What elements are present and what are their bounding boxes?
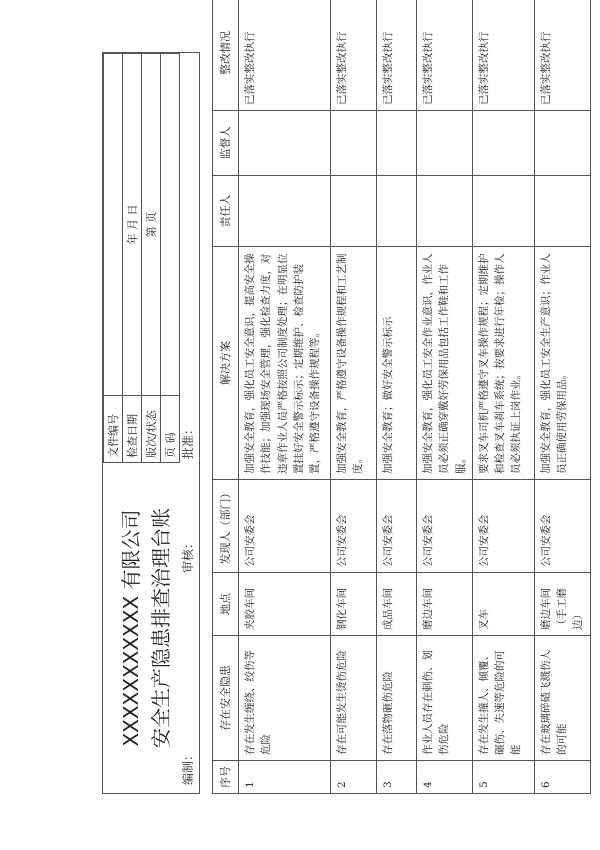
document-title: 安全生产隐患排查治理台账 [149, 508, 173, 748]
supervisor-cell [239, 111, 331, 176]
rotated-ledger-sheet [102, 31, 585, 794]
row-number: 2 [331, 761, 377, 794]
supervisor-cell [472, 111, 534, 176]
finder-cell: 公司安委会 [239, 480, 331, 573]
company-name: XXXXXXXXXXX 有限公司 [119, 509, 143, 747]
col-header-solution: 解决方案 [213, 247, 239, 480]
check-date-label: 检查日期 [123, 396, 142, 463]
title-block [103, 463, 175, 793]
supervisor-cell [417, 111, 473, 176]
status-cell: 已落实整改执行 [534, 0, 590, 111]
finder-cell: 公司安委会 [534, 480, 590, 573]
location-cell: 叉车 [472, 573, 534, 636]
responsible-cell [331, 176, 377, 247]
hazard-cell: 存在落物砸伤危险 [377, 636, 417, 761]
reviewed-by-label: 审核： [181, 536, 195, 573]
solution-cell: 要求叉车司机严格遵守叉车操作规程；定期维护和检查叉车刹车系统；按要求进行年检；操作人员必须执证上岗作业。 [472, 247, 534, 480]
solution-cell: 加强安全教育，强化员工安全意识，提高安全操作技能；加强现场安全管理，强化检查力度，对违章作业人员严格按照公司制度处理；在明显位置挂好安全警示标示；定期维护、检查防护装置，严格遵守设备操作规程等。 [239, 247, 331, 480]
location-cell: 磨边车间（手工磨边） [534, 573, 590, 636]
status-cell: 已落实整改执行 [331, 0, 377, 111]
location-cell: 成品车间 [377, 573, 417, 636]
page-label: 页 码 [161, 396, 180, 463]
solution-cell: 加强安全教育；做好安全警示标示 [377, 247, 417, 480]
version-label: 版次/状态 [142, 396, 161, 463]
responsible-cell [472, 176, 534, 247]
status-cell: 已落实整改执行 [239, 0, 331, 111]
solution-cell: 加强安全教育，强化员工安全生产意识；作业人员正确使用劳保用品。 [534, 247, 590, 480]
col-header-hazard: 存在安全隐患 [213, 636, 239, 761]
col-header-location: 地点 [213, 573, 239, 636]
hazard-cell: 存在可能发生烫伤危险 [331, 636, 377, 761]
document-header [102, 52, 200, 794]
supervisor-cell [331, 111, 377, 176]
hazard-cell: 存在发生撞人、倾覆、碾伤、失速等危险的可能 [472, 636, 534, 761]
finder-cell: 公司安委会 [417, 480, 473, 573]
status-cell: 已落实整改执行 [377, 0, 417, 111]
hazard-ledger [212, 31, 591, 794]
table-row [331, 0, 377, 794]
col-header-responsible: 责任人 [213, 176, 239, 247]
finder-cell: 公司安委会 [472, 480, 534, 573]
document-info-table [103, 53, 180, 463]
table-row [377, 0, 417, 794]
table-header-row [213, 0, 239, 794]
location-cell: 磨边车间 [417, 573, 473, 636]
hazard-cell: 作业人员存在刺伤、划伤危险 [417, 636, 473, 761]
doc-no-label: 文件编号 [104, 396, 123, 463]
check-date-value: 年 月 日 [123, 54, 142, 396]
row-number: 6 [534, 761, 590, 794]
responsible-cell [239, 176, 331, 247]
table-row [417, 0, 473, 794]
supervisor-cell [377, 111, 417, 176]
responsible-cell [417, 176, 473, 247]
version-value: 第 页 [142, 54, 161, 396]
hazard-cell: 存在玻璃碎碴飞溅伤人的可能 [534, 636, 590, 761]
finder-cell: 公司安委会 [331, 480, 377, 573]
status-cell: 已落实整改执行 [417, 0, 473, 111]
row-number: 5 [472, 761, 534, 794]
col-header-no: 序号 [213, 761, 239, 794]
col-header-supervisor: 监督人 [213, 111, 239, 176]
supervisor-cell [534, 111, 590, 176]
table-row [534, 0, 590, 794]
page-value [161, 54, 180, 396]
table-row [239, 0, 331, 794]
table-row [472, 0, 534, 794]
row-number: 1 [239, 761, 331, 794]
finder-cell: 公司安委会 [377, 480, 417, 573]
responsible-cell [534, 176, 590, 247]
row-number: 4 [417, 761, 473, 794]
document-info-box [103, 53, 199, 463]
solution-cell: 加强安全教育，强化员工安全作业意识，作业人员必须正确穿戴好劳保用品包括工作鞋和工作服。 [417, 247, 473, 480]
hazard-table [212, 0, 591, 794]
approved-by-label: 批准： [181, 422, 195, 459]
responsible-cell [377, 176, 417, 247]
hazard-cell: 存在发生缠绕、绞伤等危险 [239, 636, 331, 761]
compiled-by-label: 编制： [181, 748, 195, 785]
solution-cell: 加强安全教育，严格遵守设备操作规程和工艺制度。 [331, 247, 377, 480]
row-number: 3 [377, 761, 417, 794]
col-header-finder: 发现人（部门） [213, 480, 239, 573]
location-cell: 夹胶车间 [239, 573, 331, 636]
col-header-status: 整改情况 [213, 0, 239, 111]
doc-no-value [104, 54, 123, 396]
status-cell: 已落实整改执行 [472, 0, 534, 111]
location-cell: 钢化车间 [331, 573, 377, 636]
